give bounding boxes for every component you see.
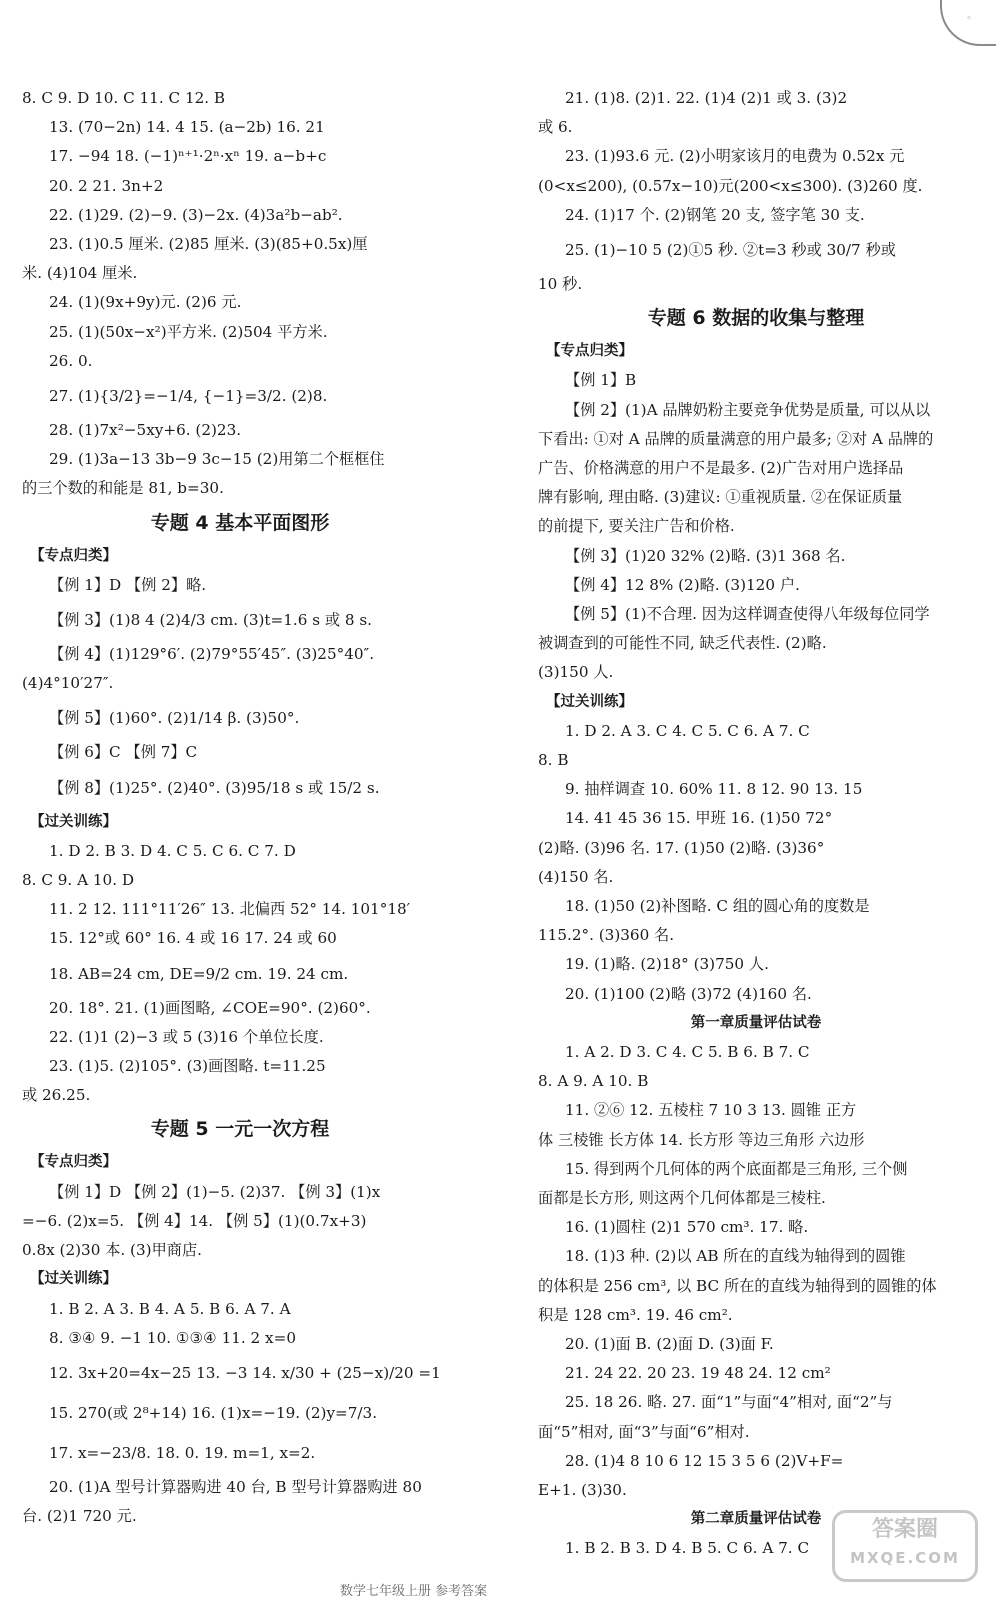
right-line: 25. (1)−10 5 (2)①5 秒. ②t=3 秒或 30/7 秒或 bbox=[565, 241, 896, 260]
right-line: 或 6. bbox=[538, 118, 573, 137]
right-line: 28. (1)4 8 10 6 12 15 3 5 6 (2)V+F= bbox=[565, 1451, 844, 1470]
left-line: 8. C 9. A 10. D bbox=[22, 871, 135, 890]
right-line: 1. A 2. D 3. C 4. C 5. B 6. B 7. C bbox=[565, 1042, 810, 1061]
left-line: 12. 3x+20=4x−25 13. −3 14. x/30 + (25−x)/20 =1 bbox=[49, 1363, 441, 1382]
left-line: 26. 0. bbox=[49, 351, 93, 370]
left-line: 23. (1)5. (2)105°. (3)画图略. t=11.25 bbox=[49, 1057, 326, 1076]
left-line: 20. (1)A 型号计算器购进 40 台, B 型号计算器购进 80 bbox=[49, 1477, 422, 1496]
left-line: 【专点归类】 bbox=[30, 547, 117, 564]
right-line: 23. (1)93.6 元. (2)小明家该月的电费为 0.52x 元 bbox=[565, 147, 905, 166]
left-line: 20. 2 21. 3n+2 bbox=[49, 176, 164, 195]
right-line: (2)略. (3)96 名. 17. (1)50 (2)略. (3)36° bbox=[538, 838, 825, 857]
right-line: (0<x≤200), (0.57x−10)元(200<x≤300). (3)260 度. bbox=[538, 176, 923, 195]
left-line: 【过关训练】 bbox=[30, 813, 117, 830]
right-line: 【例 4】12 8% (2)略. (3)120 户. bbox=[565, 575, 800, 594]
left-line: 27. (1){3/2}=−1/4, {−1}=3/2. (2)8. bbox=[49, 387, 328, 406]
right-line: 被调查到的可能性不同, 缺乏代表性. (2)略. bbox=[538, 634, 827, 653]
left-line: 18. AB=24 cm, DE=9/2 cm. 19. 24 cm. bbox=[49, 964, 349, 983]
left-line: 专题 5 一元一次方程 bbox=[150, 1118, 330, 1141]
watermark-line1: 答案圈 bbox=[871, 1517, 938, 1542]
right-line: 16. (1)圆柱 (2)1 570 cm³. 17. 略. bbox=[565, 1218, 809, 1237]
left-line: 【过关训练】 bbox=[30, 1271, 117, 1288]
right-line: 广告、价格满意的用户不是最多. (2)广告对用户选择品 bbox=[538, 459, 904, 478]
left-line: 8. ③④ 9. −1 10. ①③④ 11. 2 x=0 bbox=[49, 1328, 296, 1347]
right-line: 下看出: ①对 A 品牌的质量满意的用户最多; ②对 A 品牌的 bbox=[538, 429, 934, 448]
left-line: 的三个数的和能是 81, b=30. bbox=[22, 479, 224, 498]
left-line: 23. (1)0.5 厘米. (2)85 厘米. (3)(85+0.5x)厘 bbox=[49, 235, 368, 254]
right-line: 18. (1)3 种. (2)以 AB 所在的直线为轴得到的圆锥 bbox=[565, 1247, 906, 1266]
right-line: (3)150 人. bbox=[538, 663, 614, 682]
right-line: 的体积是 256 cm³, 以 BC 所在的直线为轴得到的圆锥的体 bbox=[538, 1276, 937, 1295]
right-line: 【例 1】B bbox=[565, 371, 637, 390]
left-line: 【例 1】D 【例 2】略. bbox=[49, 575, 207, 594]
right-line: 【例 2】(1)A 品牌奶粉主要竞争优势是质量, 可以从以 bbox=[565, 400, 931, 419]
right-line: 【例 3】(1)20 32% (2)略. (3)1 368 名. bbox=[565, 546, 846, 565]
page-footer: 数学七年级上册 参考答案 bbox=[340, 1584, 488, 1599]
right-line: 的前提下, 要关注广告和价格. bbox=[538, 517, 735, 536]
right-line: 10 秒. bbox=[538, 275, 583, 294]
right-line: 第二章质量评估试卷 bbox=[690, 1511, 822, 1528]
left-line: 专题 4 基本平面图形 bbox=[150, 511, 330, 534]
left-line: 15. 270(或 2⁸+14) 16. (1)x=−19. (2)y=7/3. bbox=[49, 1403, 378, 1422]
left-line: 15. 12°或 60° 16. 4 或 16 17. 24 或 60 bbox=[49, 929, 337, 948]
left-line: =−6. (2)x=5. 【例 4】14. 【例 5】(1)(0.7x+3) bbox=[22, 1211, 367, 1230]
left-line: 1. D 2. B 3. D 4. C 5. C 6. C 7. D bbox=[49, 841, 296, 860]
right-line: 第一章质量评估试卷 bbox=[690, 1014, 822, 1031]
right-line: 面都是长方形, 则这两个几何体都是三棱柱. bbox=[538, 1188, 826, 1207]
left-line: 25. (1)(50x−x²)平方米. (2)504 平方米. bbox=[49, 322, 328, 341]
right-line: 11. ②⑥ 12. 五棱柱 7 10 3 13. 圆锥 正方 bbox=[565, 1101, 857, 1120]
right-line: 115.2°. (3)360 名. bbox=[538, 926, 675, 945]
left-line: 【例 1】D 【例 2】(1)−5. (2)37. 【例 3】(1)x bbox=[49, 1182, 381, 1201]
right-line: 牌有影响, 理由略. (3)建议: ①重视质量. ②在保证质量 bbox=[538, 488, 903, 507]
right-line: 体 三棱锥 长方体 14. 长方形 等边三角形 六边形 bbox=[538, 1130, 865, 1149]
right-line: 8. A 9. A 10. B bbox=[538, 1072, 649, 1091]
left-line: 28. (1)7x²−5xy+6. (2)23. bbox=[49, 421, 242, 440]
right-line: 18. (1)50 (2)补图略. C 组的圆心角的度数是 bbox=[565, 897, 870, 916]
left-line: 或 26.25. bbox=[22, 1086, 91, 1105]
left-line: 20. 18°. 21. (1)画图略, ∠COE=90°. (2)60°. bbox=[49, 998, 371, 1017]
right-line: 专题 6 数据的收集与整理 bbox=[647, 307, 865, 330]
left-line: 【专点归类】 bbox=[30, 1154, 117, 1171]
right-line: 【专点归类】 bbox=[546, 343, 633, 360]
right-column bbox=[538, 84, 974, 1563]
left-line: (4)4°10′27″. bbox=[22, 674, 114, 693]
corner-stamp: ◦ bbox=[940, 0, 996, 46]
watermark-logo bbox=[832, 1510, 978, 1582]
left-column bbox=[22, 84, 458, 1531]
right-line: 面“5”相对, 面“3”与面“6”相对. bbox=[538, 1422, 750, 1441]
left-line: 0.8x (2)30 本. (3)甲商店. bbox=[22, 1241, 202, 1260]
right-line: 21. (1)8. (2)1. 22. (1)4 (2)1 或 3. (3)2 bbox=[565, 89, 848, 107]
watermark-line2: MXQE.COM bbox=[850, 1549, 960, 1567]
right-line: E+1. (3)30. bbox=[538, 1480, 627, 1499]
left-line: 1. B 2. A 3. B 4. A 5. B 6. A 7. A bbox=[49, 1299, 291, 1318]
right-line: 【过关训练】 bbox=[546, 693, 633, 710]
right-line: (4)150 名. bbox=[538, 867, 614, 886]
left-line: 米. (4)104 厘米. bbox=[22, 264, 138, 283]
right-line: 20. (1)100 (2)略 (3)72 (4)160 名. bbox=[565, 984, 812, 1003]
left-line: 【例 5】(1)60°. (2)1/14 β. (3)50°. bbox=[49, 709, 300, 728]
right-line: 25. 18 26. 略. 27. 面“1”与面“4”相对, 面“2”与 bbox=[565, 1393, 893, 1412]
left-line: 【例 3】(1)8 4 (2)4/3 cm. (3)t=1.6 s 或 8 s. bbox=[49, 611, 372, 630]
right-line: 24. (1)17 个. (2)钢笔 20 支, 签字笔 30 支. bbox=[565, 205, 865, 224]
left-line: 24. (1)(9x+9y)元. (2)6 元. bbox=[49, 293, 242, 312]
right-line: 【例 5】(1)不合理. 因为这样调查使得八年级每位同学 bbox=[565, 605, 930, 624]
left-line: 22. (1)1 (2)−3 或 5 (3)16 个单位长度. bbox=[49, 1027, 324, 1046]
left-line: 22. (1)29. (2)−9. (3)−2x. (4)3a²b−ab². bbox=[49, 205, 343, 224]
left-line: 29. (1)3a−13 3b−9 3c−15 (2)用第二个框框住 bbox=[49, 450, 385, 469]
left-line: 17. x=−23/8. 18. 0. 19. m=1, x=2. bbox=[49, 1443, 316, 1462]
right-line: 9. 抽样调查 10. 60% 11. 8 12. 90 13. 15 bbox=[565, 780, 863, 799]
right-line: 19. (1)略. (2)18° (3)750 人. bbox=[565, 955, 769, 974]
left-line: 【例 4】(1)129°6′. (2)79°55′45″. (3)25°40″. bbox=[49, 645, 375, 664]
left-line: 11. 2 12. 111°11′26″ 13. 北偏西 52° 14. 101°18′ bbox=[49, 900, 411, 919]
right-line: 14. 41 45 36 15. 甲班 16. (1)50 72° bbox=[565, 809, 833, 828]
right-line: 1. D 2. A 3. C 4. C 5. C 6. A 7. C bbox=[565, 721, 810, 740]
left-line: 17. −94 18. (−1)ⁿ⁺¹·2ⁿ·xⁿ 19. a−b+c bbox=[49, 147, 327, 166]
right-line: 8. B bbox=[538, 751, 569, 770]
left-line: 台. (2)1 720 元. bbox=[22, 1507, 137, 1526]
right-line: 21. 24 22. 20 23. 19 48 24. 12 cm² bbox=[565, 1364, 831, 1383]
left-line: 【例 8】(1)25°. (2)40°. (3)95/18 s 或 15/2 s. bbox=[49, 778, 380, 797]
left-line: 【例 6】C 【例 7】C bbox=[49, 743, 198, 762]
right-line: 1. B 2. B 3. D 4. B 5. C 6. A 7. C bbox=[565, 1539, 810, 1558]
right-line: 20. (1)面 B. (2)面 D. (3)面 F. bbox=[565, 1334, 774, 1353]
left-line: 13. (70−2n) 14. 4 15. (a−2b) 16. 21 bbox=[49, 118, 325, 137]
right-line: 积是 128 cm³. 19. 46 cm². bbox=[538, 1305, 733, 1324]
right-line: 15. 得到两个几何体的两个底面都是三角形, 三个侧 bbox=[565, 1159, 908, 1178]
left-line: 8. C 9. D 10. C 11. C 12. B bbox=[22, 89, 226, 107]
